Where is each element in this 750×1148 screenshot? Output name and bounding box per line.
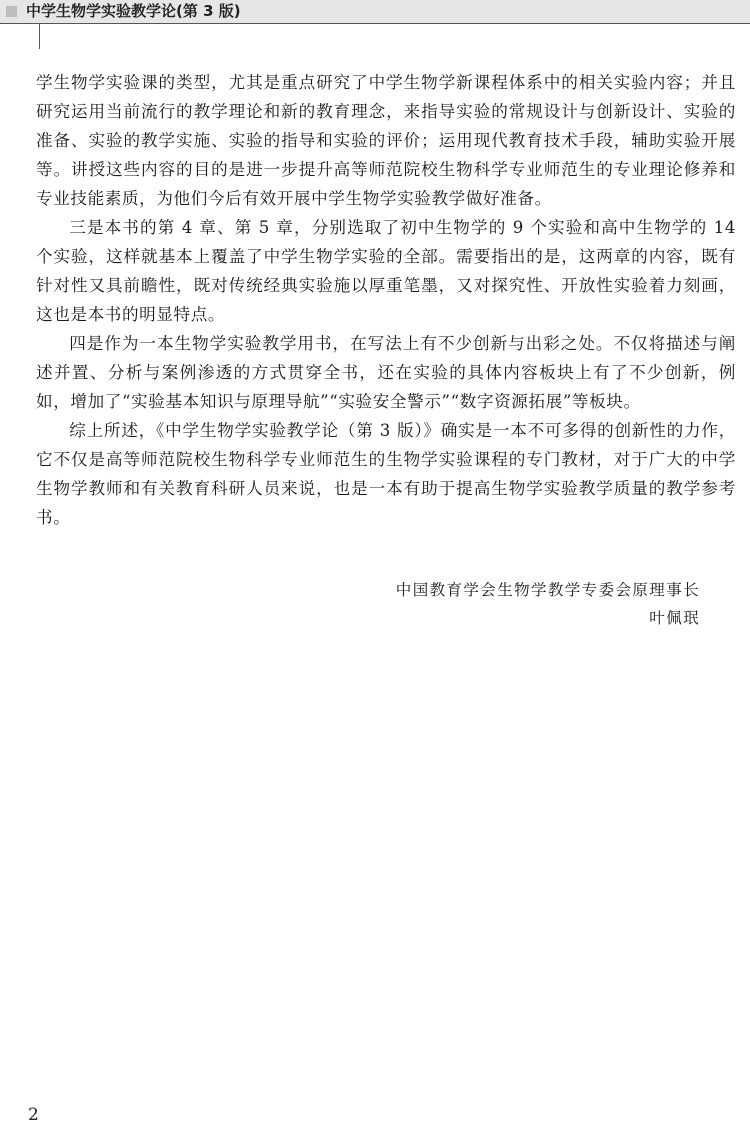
- paragraph-continued: 学生物学实验课的类型，尤其是重点研究了中学生物学新课程体系中的相关实验内容；并且研究运用当前流行的教学理论和新的教育理念，来指导实验的常规设计与创新设计、实验的准备、实验的教学实施、实验的指导和实验的评价；运用现代教育技术手段，辅助实验开展等。讲授这些内容的目的是进一步提升高等师范院校生物科学专业师范生的专业理论修养和专业技能素质，为他们今后有效开展中学生物学实验教学做好准备。: [36, 73, 736, 208]
- running-header-title: 中学生物学实验教学论(第 3 版): [26, 2, 241, 20]
- body-text: [36, 68, 736, 532]
- signature-block: [396, 576, 700, 632]
- signature-name: 叶佩珉: [649, 609, 700, 627]
- header-vertical-rule: [39, 23, 40, 49]
- paragraph-summary: 综上所述，《中学生物学实验教学论（第 3 版）》确实是一本不可多得的创新性的力作，它不仅是高等师范院校生物科学专业师范生的生物学实验课程的专门教材，对于广大的中学生物学教师和有关教育科研人员来说，也是一本有助于提高生物学实验教学质量的教学参考书。: [36, 421, 736, 527]
- header-square-marker: [6, 6, 17, 17]
- page-number: 2: [28, 1105, 39, 1125]
- signature-affiliation: 中国教育学会生物学教学专委会原理事长: [395, 581, 700, 599]
- paragraph-third-point: 三是本书的第 4 章、第 5 章，分别选取了初中生物学的 9 个实验和高中生物学的 14 个实验，这样就基本上覆盖了中学生物学实验的全部。需要指出的是，这两章的内容，既有针对性又具前瞻性，既对传统经典实验施以厚重笔墨，又对探究性、开放性实验着力刻画，这也是本书的明显特点。: [36, 218, 736, 324]
- header-rule: [0, 23, 750, 24]
- paragraph-fourth-point: 四是作为一本生物学实验教学用书，在写法上有不少创新与出彩之处。不仅将描述与阐述并置、分析与案例渗透的方式贯穿全书，还在实验的具体内容板块上有了不少创新，例如，增加了“实验基本知识与原理导航”“实验安全警示”“数字资源拓展”等板块。: [36, 334, 736, 411]
- running-header: [0, 0, 750, 48]
